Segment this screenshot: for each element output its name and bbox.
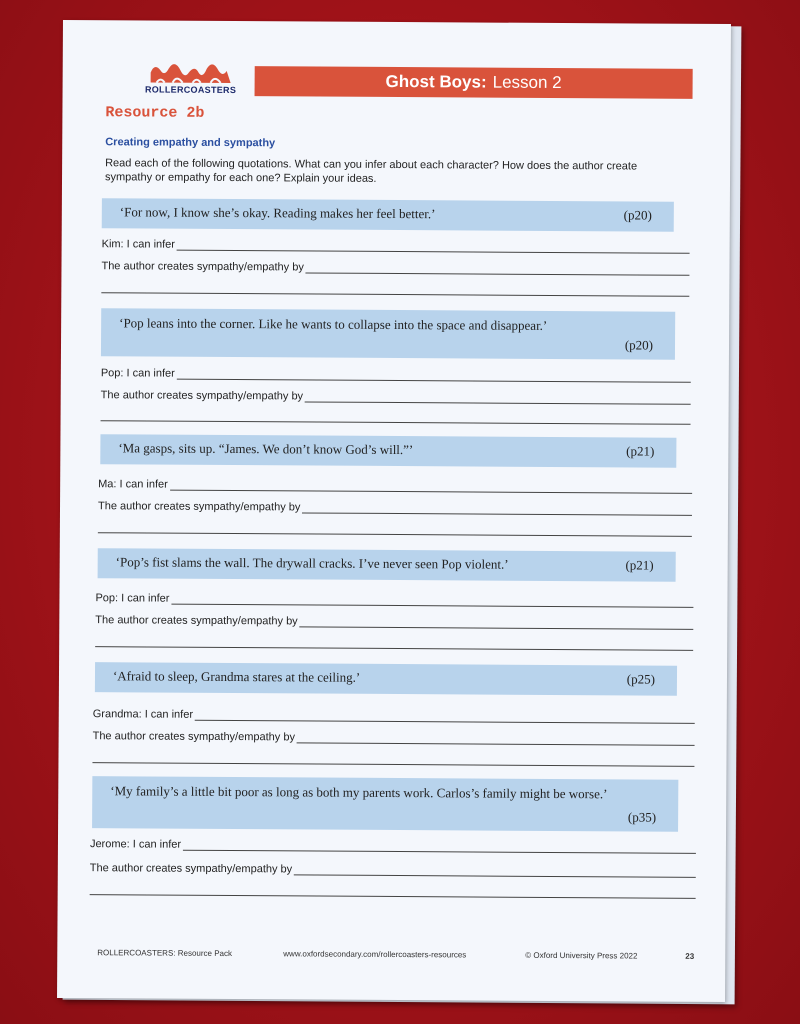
quote-text: ‘Pop’s fist slams the wall. The drywall cracks. I’ve never seen Pop violent.’ <box>115 554 509 572</box>
infer-label: Kim: I can infer <box>101 238 176 251</box>
quote-box <box>102 198 674 231</box>
task-instructions: Read each of the following quotations. What can you infer about each character? How does the author create sympathy or empathy for each one? Explain your ideas. <box>104 157 638 185</box>
author-answer-line[interactable] <box>101 258 689 276</box>
task-heading: Creating empathy and sympathy <box>105 136 276 150</box>
infer-label: Grandma: I can infer <box>92 708 194 721</box>
rollercoasters-logo <box>135 60 245 95</box>
blank-answer-line[interactable] <box>98 532 692 537</box>
infer-label: Pop: I can infer <box>95 592 170 605</box>
quote-box <box>98 548 676 582</box>
quote-page-ref: (p35) <box>627 809 657 825</box>
author-label: The author creates sympathy/empathy by <box>101 260 304 274</box>
footer-url: www.oxfordsecondary.com/rollercoasters-resources <box>283 949 467 960</box>
blank-answer-line[interactable] <box>101 292 689 297</box>
quote-text: ‘Afraid to sleep, Grandma stares at the ceiling.’ <box>112 668 361 685</box>
quote-box <box>101 308 675 360</box>
quote-box <box>100 434 676 468</box>
footer-pack: ROLLERCOASTERS: Resource Pack <box>97 948 233 959</box>
blank-answer-line[interactable] <box>101 420 691 425</box>
author-label: The author creates sympathy/empathy by <box>95 614 298 628</box>
infer-answer-line[interactable] <box>93 706 695 724</box>
infer-label: Jerome: I can infer <box>89 838 182 851</box>
author-label: The author creates sympathy/empathy by <box>100 389 304 403</box>
author-answer-line[interactable] <box>90 860 696 878</box>
quote-text: ‘Ma gasps, sits up. “James. We don’t know God’s will.”’ <box>118 440 414 458</box>
quote-page-ref: (p21) <box>625 557 654 573</box>
rollercoaster-track-icon <box>149 60 233 85</box>
infer-label: Ma: I can infer <box>98 478 168 491</box>
author-label: The author creates sympathy/empathy by <box>97 500 301 514</box>
infer-label: Pop: I can infer <box>100 367 175 380</box>
author-answer-line[interactable] <box>93 728 695 746</box>
infer-answer-line[interactable] <box>95 590 693 608</box>
worksheet-page <box>57 20 731 1002</box>
quote-page-ref: (p25) <box>626 671 656 687</box>
blank-answer-line[interactable] <box>95 646 693 651</box>
resource-title: Resource 2b <box>105 104 205 122</box>
logo-text: ROLLERCOASTERS <box>144 84 237 96</box>
quote-text: ‘Pop leans into the corner. Like he wants to collapse into the space and disappear.’ <box>119 315 548 333</box>
author-label: The author creates sympathy/empathy by <box>89 862 293 876</box>
quote-page-ref: (p21) <box>626 443 655 459</box>
lesson-banner <box>255 66 693 99</box>
quote-box <box>95 662 677 696</box>
lesson-label: Lesson 2 <box>492 72 562 93</box>
footer-page-number: 23 <box>685 951 695 961</box>
author-answer-line[interactable] <box>98 498 692 516</box>
infer-answer-line[interactable] <box>98 476 692 494</box>
book-title: Ghost Boys: <box>385 71 487 92</box>
infer-answer-line[interactable] <box>102 236 690 254</box>
quote-text: ‘My family’s a little bit poor as long as both my parents work. Carlos’s family might be worse.’ <box>110 783 608 802</box>
quote-box <box>92 776 678 832</box>
infer-answer-line[interactable] <box>90 836 696 854</box>
author-label: The author creates sympathy/empathy by <box>92 730 296 744</box>
infer-answer-line[interactable] <box>101 365 691 383</box>
author-answer-line[interactable] <box>101 387 691 405</box>
author-answer-line[interactable] <box>95 612 693 630</box>
quote-text: ‘For now, I know she’s okay. Reading makes her feel better.’ <box>119 204 436 222</box>
blank-answer-line[interactable] <box>92 762 694 767</box>
quote-page-ref: (p20) <box>623 207 652 223</box>
footer-copyright: © Oxford University Press 2022 <box>525 950 638 961</box>
quote-page-ref: (p20) <box>624 337 654 353</box>
blank-answer-line[interactable] <box>90 894 696 899</box>
